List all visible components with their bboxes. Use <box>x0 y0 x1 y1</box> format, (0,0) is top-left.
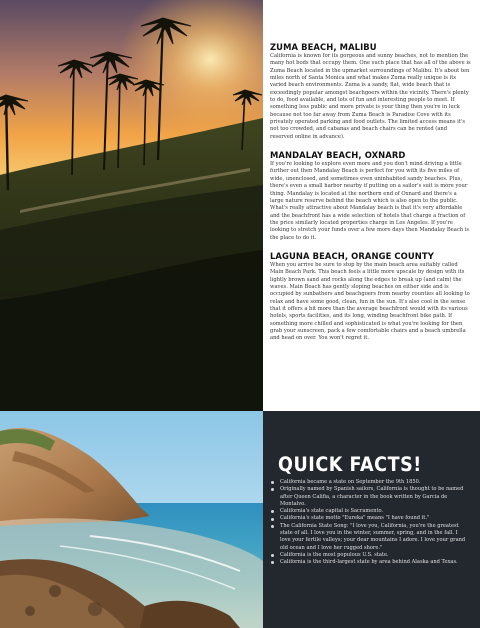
fact-text: California's state motto "Eureka" means "I have found it." <box>280 515 430 522</box>
article-mandalay-beach <box>270 150 471 242</box>
palm-sunset-illustration <box>0 0 263 411</box>
list-item <box>271 515 467 522</box>
bullet-icon <box>271 561 274 564</box>
fact-text: California is the third-largest state by area behind Alaska and Texas. <box>280 559 458 566</box>
bullet-icon <box>271 488 274 491</box>
list-item <box>271 479 467 486</box>
list-item <box>271 508 467 515</box>
articles-column <box>270 42 471 352</box>
article-title: LAGUNA BEACH, ORANGE COUNTY <box>270 250 434 261</box>
quick-facts-panel <box>263 411 480 628</box>
article-laguna-beach <box>270 251 471 343</box>
fact-text: California became a state on September the 9th 1850. <box>280 479 421 485</box>
list-item <box>271 552 467 559</box>
article-body: If you're looking to explore even more and you don't mind driving a little further out then Mandalay Beach is perfect for you with its five miles of wide, unenclosed, and sometimes even uninhabited sandy beaches. Plus, there's even a small harbor nearby if putting on a sailor's suit is more your thing. Mandalay is located at the northern end of Oxnard and there's a large nature reserve behind the beach which is also open to the public. What's really attractive about Mandalay beach is that it's very affordable and the beachfront has a wide selection of hotels that charge a fraction of the price similarly located properties charge in Los Angeles. If you're looking to stretch your funds over a few more days then Mandalay Beach is the place to do it. <box>270 161 470 241</box>
article-title: MANDALAY BEACH, OXNARD <box>270 150 406 161</box>
article-zuma-beach <box>270 42 471 141</box>
coastal-cliffs-illustration <box>0 411 263 628</box>
bullet-icon <box>271 525 274 528</box>
list-item <box>271 559 467 566</box>
fact-text: Originally named by Spanish sailors, California is thought to be named after Queen Califia, a character in the book written by Garcia de Montalvo. <box>280 486 464 507</box>
palm-sunset-photo <box>0 0 263 411</box>
fact-text: The California State Song: "I love you, California, you're the greatest state of all. I love you in the winter, summer, spring, and in the fall. I love your fertile valleys; your dear mountains I adore. I love your grand old ocean and I love her rugged shore." <box>280 522 466 551</box>
coastal-cliffs-photo <box>0 411 263 628</box>
bullet-icon <box>271 510 274 513</box>
quick-facts-title: QUICK FACTS! <box>278 453 422 476</box>
bullet-icon <box>271 481 274 484</box>
quick-facts-list <box>271 479 467 567</box>
bullet-icon <box>271 518 274 521</box>
list-item <box>271 486 467 508</box>
list-item <box>271 523 467 552</box>
article-body: California is known for its gorgeous and sunny beaches, not to mention the many hot bods that occupy them. One such place that has all of the above is Zuma Beach located in the upmarket surroundings of Malibu. It's about ten miles north of Santa Monica and what makes Zuma really unique is its varied beach environments. Zuma is a sandy, flat, wide beach that is exceedingly popular amongst beachgoers within the vicinity. There's plenty to do, food available, and lots of fun and interesting people to meet. If something less public and more private is your thing then you're in luck because not too far away from Zuma Beach is Paradise Cove with its privately operated parking and food outlets. The limited access means it's not too crowded, and cabanas and beach chairs can be rented (and reserved online in advance). <box>270 53 471 140</box>
fact-text: California is the most populous U.S. state. <box>280 551 389 558</box>
fact-text: California's state capital is Sacramento. <box>280 508 384 515</box>
article-body: When you arrive be sure to stop by the main beach area suitably called Main Beach Park. This beach feels a little more upscale by design with its lightly brown sand and rocks along the edges to break up (and calm) the waves. Main Beach has gently sloping beaches on either side and is occupied by sunbathers and beachgoers from nearby counties all looking to relax and have some good, clean, fun in the sun. It's also cool in the sense that it offers a bit more than the average beachfront would with its various hotels, sports facilities, and its long, winding beachfront bike path. If something more chilled and sophisticated is what you're looking for then grab your sunscreen, pack a few comfortable chairs and a beach umbrella and head on over. You won't regret it. <box>270 261 470 342</box>
bullet-icon <box>271 554 274 557</box>
article-title: ZUMA BEACH, MALIBU <box>270 42 377 52</box>
